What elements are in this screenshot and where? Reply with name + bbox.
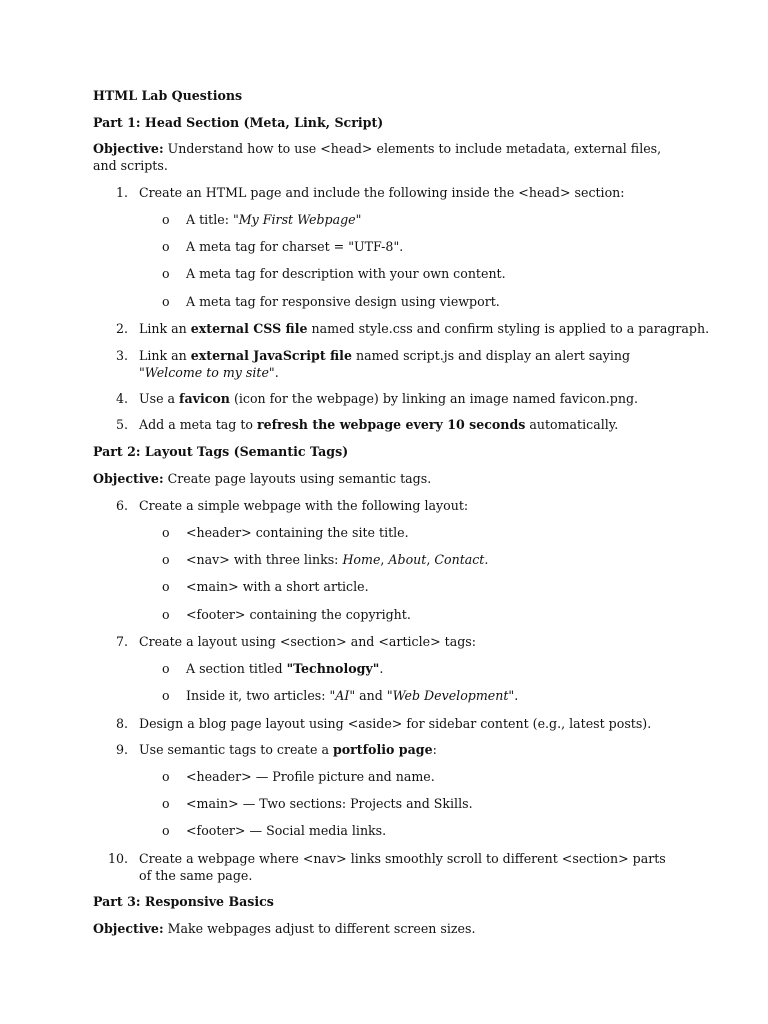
item-number: 10. (107, 851, 128, 866)
item-number: 8. (115, 716, 128, 731)
part3-heading: Part 3: Responsive Basics (93, 894, 274, 909)
bullet-marker: o (162, 239, 170, 254)
part2-item-8: Design a blog page layout using <aside> for sidebar content (e.g., latest posts). (139, 716, 652, 731)
bullet-marker: o (162, 688, 170, 703)
bullet-marker: o (162, 796, 170, 811)
item-number: 7. (115, 634, 128, 649)
subitem-viewport: A meta tag for responsive design using viewport. (186, 294, 500, 309)
bullet-marker: o (162, 266, 170, 281)
bullet-marker: o (162, 769, 170, 784)
document-title: HTML Lab Questions (93, 88, 243, 103)
item-number: 9. (115, 742, 128, 757)
subitem-main: <main> with a short article. (186, 579, 369, 594)
subitem-portfolio-footer: <footer> — Social media links. (186, 823, 387, 838)
part1-item-3: Link an external JavaScript file named script.js and display an alert saying "Welcome to my site". (139, 348, 631, 380)
part1-item-5: Add a meta tag to refresh the webpage every 10 seconds automatically. (139, 417, 619, 432)
part2-heading: Part 2: Layout Tags (Semantic Tags) (93, 444, 349, 459)
bullet-marker: o (162, 525, 170, 540)
bullet-marker: o (162, 823, 170, 838)
subitem-header: <header> containing the site title. (186, 525, 409, 540)
part1-item-2: Link an external CSS file named style.css and confirm styling is applied to a paragraph. (139, 321, 710, 336)
bullet-marker: o (162, 607, 170, 622)
subitem-nav: <nav> with three links: Home, About, Contact. (186, 552, 489, 567)
subitem-articles: Inside it, two articles: "AI" and "Web Development". (186, 688, 519, 703)
bullet-marker: o (162, 294, 170, 309)
part2-item-7: Create a layout using <section> and <article> tags: (139, 634, 476, 649)
subitem-title: A title: "My First Webpage" (186, 212, 362, 227)
part2-item-9: Use semantic tags to create a portfolio page: (139, 742, 437, 757)
subitem-charset: A meta tag for charset = "UTF-8". (186, 239, 404, 254)
item-number: 6. (115, 498, 128, 513)
part2-objective: Objective: Create page layouts using semantic tags. (93, 471, 432, 486)
item-number: 1. (115, 185, 128, 200)
item-number: 2. (115, 321, 128, 336)
bullet-marker: o (162, 661, 170, 676)
part1-item-1: Create an HTML page and include the following inside the <head> section: (139, 185, 625, 200)
part1-objective: Objective: Understand how to use <head> elements to include metadata, external files, and scripts. (93, 141, 662, 173)
item-number: 5. (115, 417, 128, 432)
part1-item-4: Use a favicon (icon for the webpage) by linking an image named favicon.png. (139, 391, 639, 406)
part1-heading: Part 1: Head Section (Meta, Link, Script) (93, 115, 384, 130)
subitem-portfolio-header: <header> — Profile picture and name. (186, 769, 435, 784)
subitem-section: A section titled "Technology". (186, 661, 384, 676)
subitem-footer: <footer> containing the copyright. (186, 607, 411, 622)
bullet-marker: o (162, 212, 170, 227)
subitem-portfolio-main: <main> — Two sections: Projects and Skills. (186, 796, 473, 811)
part2-item-6: Create a simple webpage with the following layout: (139, 498, 469, 513)
bullet-marker: o (162, 579, 170, 594)
item-number: 3. (115, 348, 128, 363)
part3-objective: Objective: Make webpages adjust to different screen sizes. (93, 921, 476, 936)
part2-item-10: Create a webpage where <nav> links smoothly scroll to different <section> parts of the same page. (139, 851, 666, 883)
item-number: 4. (115, 391, 128, 406)
bullet-marker: o (162, 552, 170, 567)
subitem-description: A meta tag for description with your own content. (186, 266, 506, 281)
